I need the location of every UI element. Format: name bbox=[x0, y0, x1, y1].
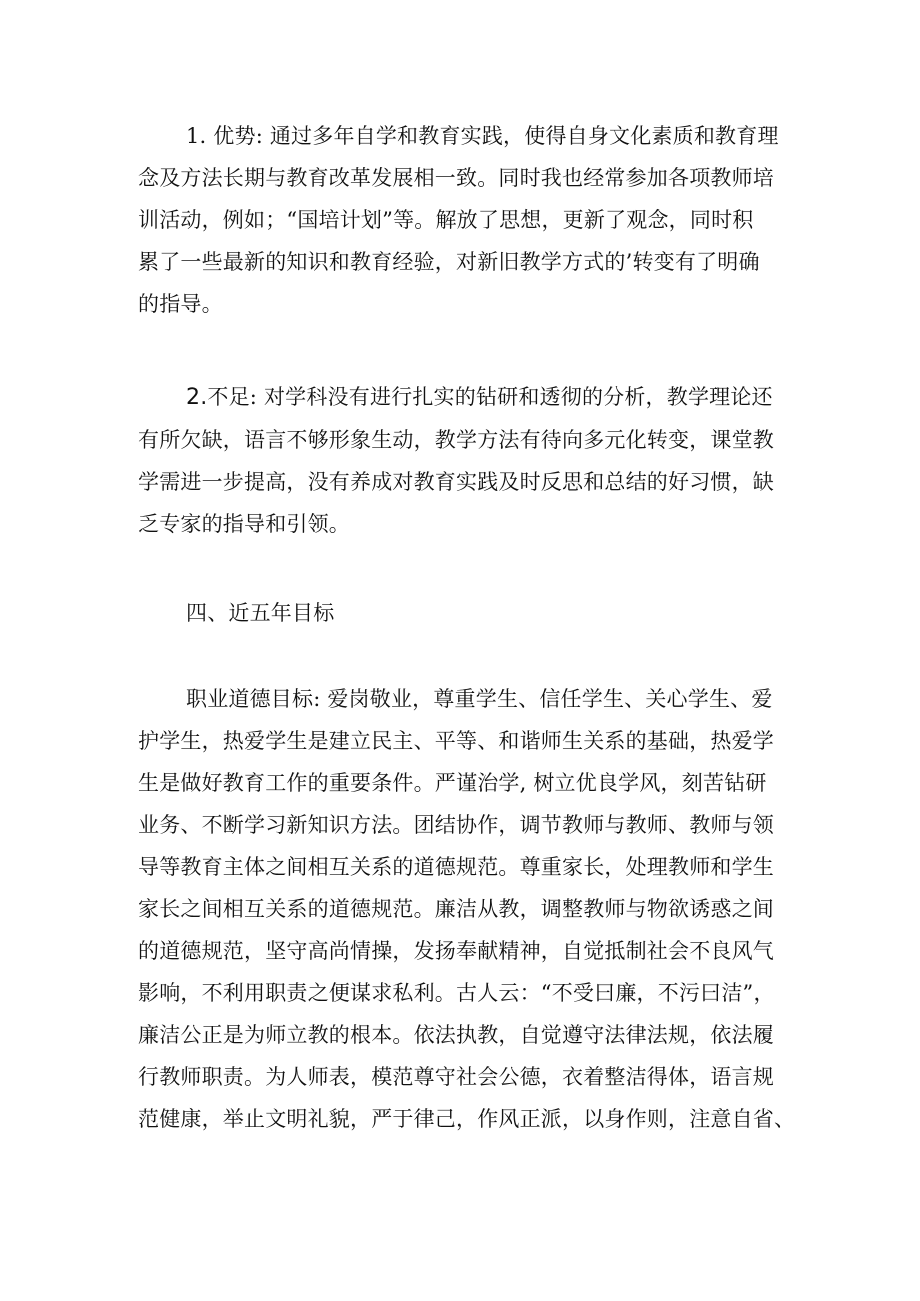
text-line: 1. 优势: 通过多年自学和教育实践，使得自身文化素质和教育理 bbox=[186, 124, 779, 148]
text-line: 范健康，举止文明礼貌，严于律己，作风正派，以身作则，注意自省、 bbox=[138, 1107, 796, 1131]
text-line: 有所欠缺，语言不够形象生动，教学方法有待向多元化转变，课堂教 bbox=[138, 428, 774, 452]
heading-text: 四、近五年目标 bbox=[186, 601, 335, 625]
text-line: 乏专家的指导和引领。 bbox=[138, 512, 350, 536]
text-line: 学需进一步提高，没有养成对教育实践及时反思和总结的好习惯，缺 bbox=[138, 470, 774, 494]
text-line-content: 不足: 对学科没有进行扎实的钻研和透彻的分析，教学理论还 bbox=[207, 385, 773, 409]
text-line: 的指导。 bbox=[138, 292, 223, 316]
text-line: 业务、不断学习新知识方法。团结协作，调节教师与教师、教师与领 bbox=[138, 813, 774, 837]
text-line: 影响，不利用职责之便谋求私利。古人云：“不受曰廉，不污曰洁”， bbox=[138, 981, 775, 1005]
text-line: 家长之间相互关系的道德规范。廉洁从教，调整教师与物欲诱惑之间 bbox=[138, 897, 774, 921]
text-line bbox=[138, 376, 790, 419]
text-line: 行教师职责。为人师表，模范尊守社会公德，衣着整洁得体，语言规 bbox=[138, 1065, 774, 1089]
list-number: 2. bbox=[186, 385, 208, 410]
text-line: 训活动，例如；“国培计划”等。解放了思想，更新了观念，同时积 bbox=[138, 208, 754, 232]
text-line: 护学生，热爱学生是建立民主、平等、和谐师生关系的基础，热爱学 bbox=[138, 729, 774, 753]
text-line: 生是做好教育工作的重要条件。严谨治学, 树立优良学风，刻苦钻研 bbox=[138, 771, 767, 795]
section-heading bbox=[138, 592, 790, 634]
paragraph-strengths bbox=[138, 115, 790, 325]
text-line: 廉洁公正是为师立教的根本。依法执教，自觉遵守法律法规，依法履 bbox=[138, 1023, 774, 1047]
text-line: 的道德规范，坚守高尚情操，发扬奉献精神，自觉抵制社会不良风气 bbox=[138, 939, 774, 963]
text-line: 累了一些最新的知识和教育经验，对新旧教学方式的’转变有了明确 bbox=[138, 250, 760, 274]
text-line: 职业道德目标: 爱岗敬业，尊重学生、信任学生、关心学生、爱 bbox=[186, 687, 773, 711]
paragraph-weaknesses bbox=[138, 376, 790, 545]
text-line: 念及方法长期与教育改革发展相一致。同时我也经常参加各项教师培 bbox=[138, 166, 774, 190]
paragraph-ethics-goals bbox=[138, 678, 796, 1140]
text-line: 导等教育主体之间相互关系的道德规范。尊重家长，处理教师和学生 bbox=[138, 855, 774, 879]
